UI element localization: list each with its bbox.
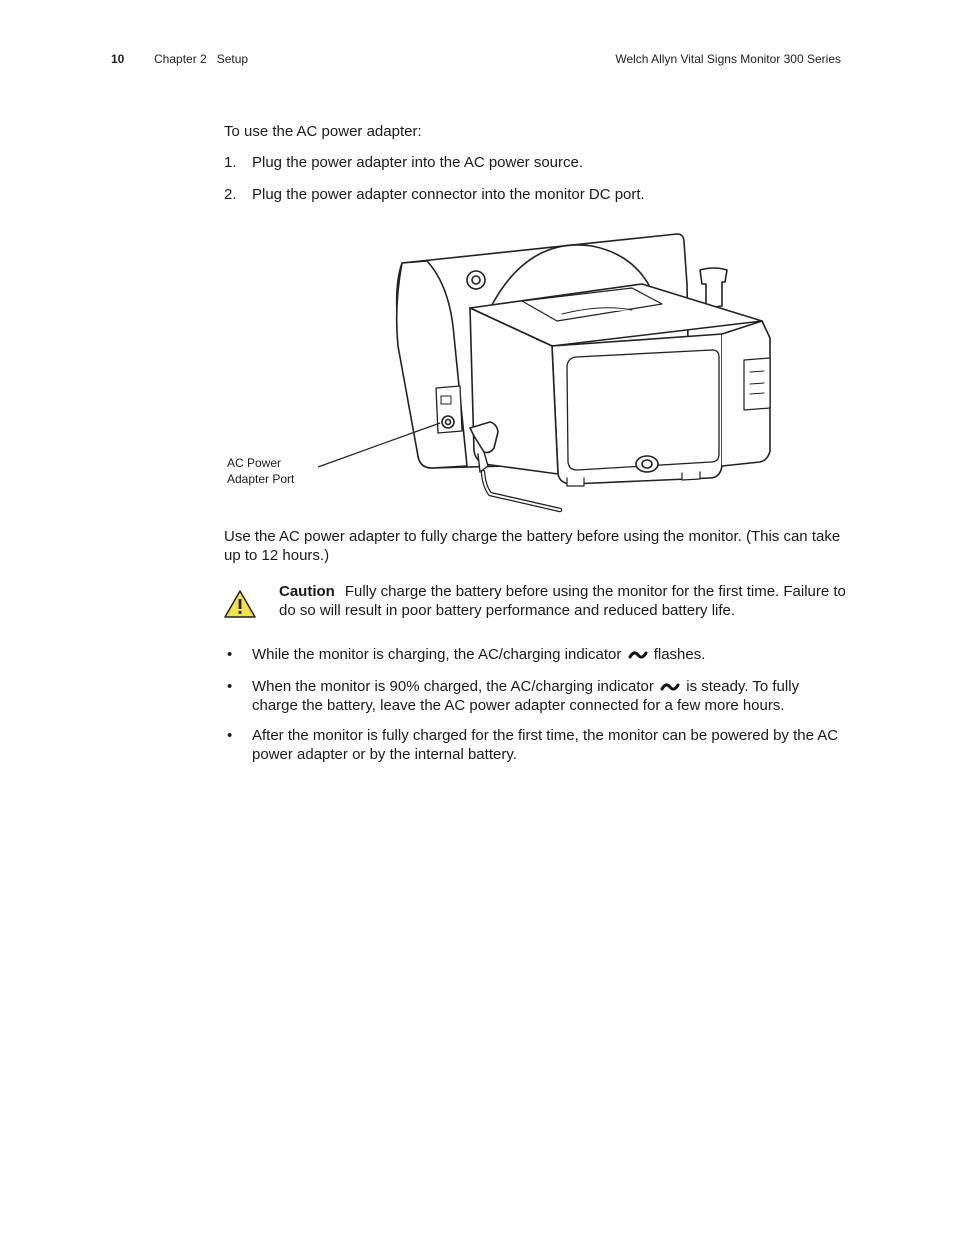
caution-body: Fully charge the battery before using the monitor for the first time. Failure to do so will result in poor battery performance and reduced battery life. xyxy=(279,583,846,619)
step-2-number: 2. xyxy=(224,186,237,203)
warning-triangle-icon xyxy=(224,589,256,619)
document-title: Welch Allyn Vital Signs Monitor 300 Series xyxy=(615,52,841,66)
page-number: 10 xyxy=(111,52,125,66)
bullet-2-symbol: • xyxy=(227,678,233,695)
bullet-1-text xyxy=(252,645,847,664)
step-1-number: 1. xyxy=(224,154,237,171)
bullet-3-text: After the monitor is fully charged for the first time, the monitor can be powered by the AC power adapter or by the internal battery. xyxy=(252,727,839,763)
ac-power-adapter-port-label xyxy=(227,455,317,487)
page-header xyxy=(0,52,954,70)
bullet-1-text-after: flashes. xyxy=(653,646,706,663)
chapter-title: Chapter 2 Setup xyxy=(154,52,249,66)
caution-block xyxy=(279,582,849,620)
figure-label-line-2: Adapter Port xyxy=(227,472,295,486)
bullet-2-text xyxy=(252,677,847,715)
caution-heading: Caution xyxy=(279,583,335,600)
figure-label-line-1: AC Power xyxy=(227,456,282,470)
bullet-1-symbol: • xyxy=(227,646,233,663)
bullet-2-text-before: When the monitor is 90% charged, the AC/charging indicator xyxy=(252,678,654,695)
bullet-2-text-after: is steady. To fully charge the battery, leave the AC power adapter connected for a few more hours. xyxy=(252,678,800,714)
ac-charging-indicator-icon xyxy=(628,649,648,661)
step-1-text: Plug the power adapter into the AC power source. xyxy=(252,154,584,171)
bullet-3-symbol: • xyxy=(227,727,233,744)
bullet-1-text-before: While the monitor is charging, the AC/charging indicator xyxy=(252,646,622,663)
ac-charging-indicator-icon xyxy=(660,681,680,693)
intro-text: To use the AC power adapter: xyxy=(224,123,422,140)
step-2-text: Plug the power adapter connector into the monitor DC port. xyxy=(252,186,645,203)
charge-paragraph: Use the AC power adapter to fully charge the battery before using the monitor. (This can take up to 12 hours.) xyxy=(224,528,841,564)
